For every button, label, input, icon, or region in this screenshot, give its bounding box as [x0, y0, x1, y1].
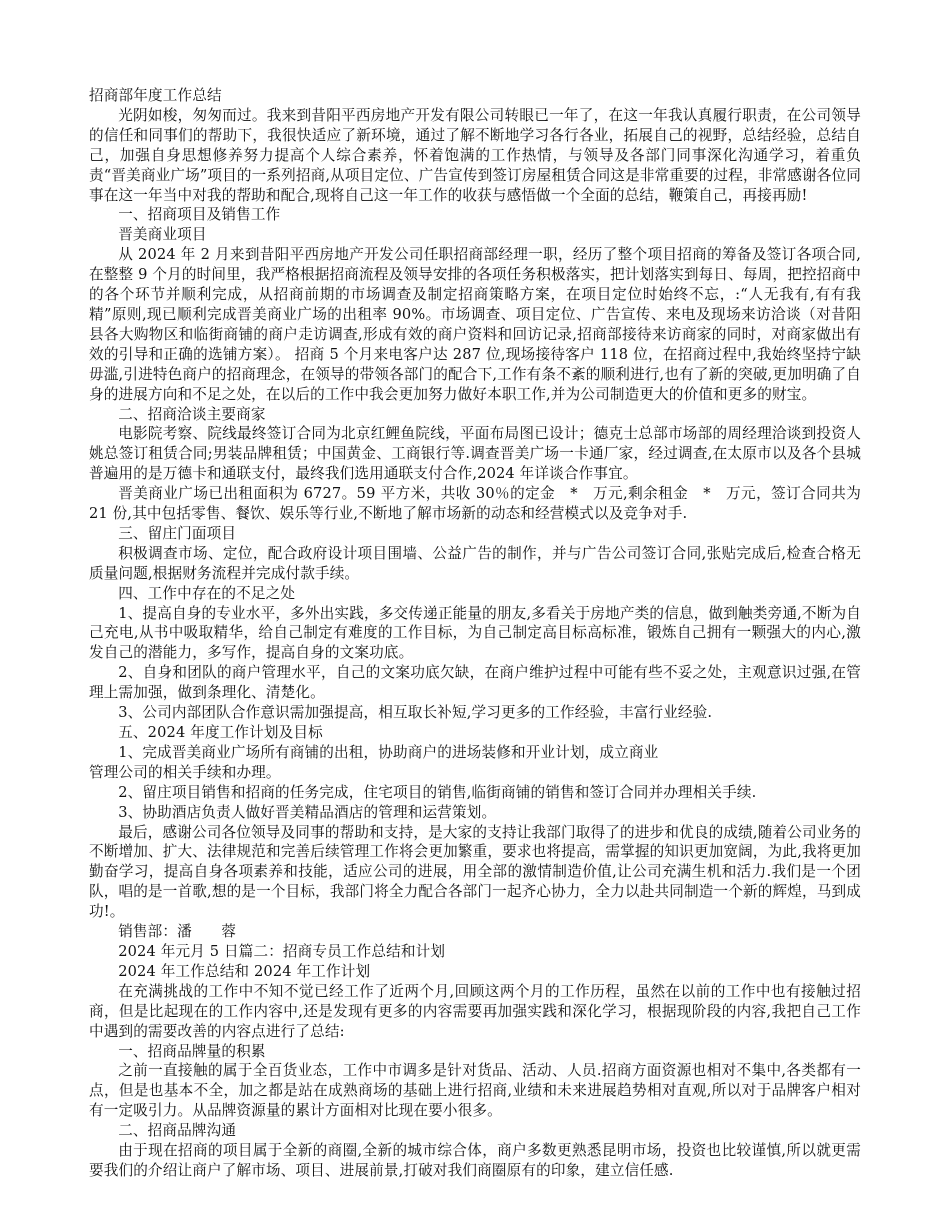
paragraph: 2、自身和团队的商户管理水平，自己的文案功底欠缺，在商户维护过程中可能有些不妥之处，主观意识过强,在管理上需加强，做到条理化、清楚化。: [89, 664, 861, 702]
section-heading: 五、2024 年度工作计划及目标: [118, 724, 323, 741]
paragraph: 晋美商业广场已出租面积为 6727。59 平方米，共收 30％的定金 * 万元,剩余租金 * 万元，签订合同共为 21 份,其中包括零售、餐饮、娱乐等行业,不断地了解市场新的动态和经营模式以及竞争对手.: [89, 485, 861, 523]
signature-line: 销售部：潘 蓉: [118, 923, 237, 941]
paragraph: 光阴如梭，匆匆而过。我来到昔阳平西房地产开发有限公司转眼已一年了，在这一年我认真履行职责，在公司领导的信任和同事们的帮助下，我很快适应了新环境，通过了解不断地学习各行各业，拓展自己的视野，总结经验，总结自己，加强自身思想修养努力提高个人综合素养，怀着饱满的工作热情，与领导及各部门同事深化沟通学习，着重负责“晋美商业广场”项目的一系列招商,从项目定位、广告宣传到签订房屋租赁合同这是非常重要的过程，非常感谢各位同事在这一年当中对我的帮助和配合,现将自己这一年工作的收获与感悟做一个全面的总结，鞭策自己，再接再励!: [89, 106, 861, 204]
paragraph: 3、协助酒店负责人做好晋美精品酒店的管理和运营策划。: [118, 803, 497, 821]
paragraph: 在充满挑战的工作中不知不觉已经工作了近两个月,回顾这两个月的工作历程，虽然在以前的工作中也有接触过招商，但是比起现在的工作内容中,还是发现有更多的内容需要再加强实践和深化学习，根据现阶段的内容,我把自己工作中遇到的需要改善的内容点进行了总结:: [89, 982, 861, 1040]
section-heading: 二、招商洽谈主要商家: [118, 405, 266, 423]
section-heading: 四、工作中存在的不足之处: [118, 584, 296, 602]
paragraph: 之前一直接触的属于全百货业态，工作中市调多是针对货品、活动、人员.招商方面资源也相对不集中,各类都有一点，但是也基本不全，加之都是站在成熟商场的基础上进行招商,业绩和未来进展趋势相对直观,所以对于品牌客户相对有一定吸引力。从品牌资源量的累计方面相对比现在要小很多。: [89, 1062, 861, 1120]
document-subtitle: 2024 年工作总结和 2024 年工作计划: [118, 962, 371, 980]
document-title: 招商部年度工作总结: [89, 87, 222, 104]
paragraph: 1、提高自身的专业水平，多外出实践，多交传递正能量的朋友,多看关于房地产类的信息，做到触类旁通,不断为自己充电,从书中吸取精华，给自己制定有难度的工作目标，为自己制定高目标高标准，锻炼自己拥有一颗强大的内心,激发自己的潜能力，多写作，提高自身的文案功底。: [89, 604, 861, 662]
paragraph: 从 2024 年 2 月来到昔阳平西房地产开发公司任职招商部经理一职，经历了整个项目招商的筹备及签订各项合同,在整整 9 个月的时间里，我严格根据招商流程及领导安排的各项任务积极落实，把计划落实到每日、每周，把控招商中的各个环节并顺利完成，从招商前期的市场调查及制定招商策略方案，在项目定位时始终不忘，:“人无我有,有有我精”原则,现已顺利完成晋美商业广场的出租率 90%。市场调查、项目定位、广告宣传、来电及现场来访洽谈（对昔阳县各大购物区和临街商铺的商户走访调查,形成有效的商户资料和回访记录,招商部接待来访商家的同时，对商家做出有效的引导和正确的选铺方案）。 招商 5 个月来电客户达 287 位,现场接待客户 118 位，在招商过程中,我始终坚持宁缺毋滥,引进特色商户的招商理念，在领导的带领各部门的配合下,工作有条不紊的顺利进行,也有了新的突破,更加明确了自身的进展方向和不足之处，在以后的工作中我会更加努力做好本职工作,并为公司制造更大的价值和更多的财宝。: [89, 246, 861, 403]
document-body: [89, 86, 861, 1181]
date-line: 2024 年元月 5 日篇二：招商专员工作总结和计划: [118, 942, 446, 960]
paragraph: 管理公司的相关手续和办理。: [89, 763, 281, 781]
section-heading: 一、招商项目及销售工作: [118, 206, 281, 224]
section-heading: 三、留庄门面项目: [118, 524, 237, 542]
paragraph: 3、公司内部团队合作意识需加强提高，相互取长补短,学习更多的工作经验，丰富行业经验.: [118, 704, 713, 722]
paragraph: 2、留庄项目销售和招商的任务完成，住宅项目的销售,临街商铺的销售和签订合同并办理相关手续.: [118, 783, 757, 801]
paragraph: 最后，感谢公司各位领导及同事的帮助和支持，是大家的支持让我部门取得了的进步和优良的成绩,随着公司业务的不断增加、扩大、法律规范和完善后续管理工作将会更加繁重，要求也将提高，需掌握的知识更加宽阔，为此,我将更加勤奋学习，提高自身各项素养和技能，适应公司的进展，用全部的激情制造价值,让公司充满生机和活力.我们是一个团队，唱的是一首歌,想的是一个目标，我部门将全力配合各部门一起齐心协力，全力以赴共同制造一个新的辉煌，马到成功!。: [89, 823, 861, 921]
paragraph: 积极调查市场、定位，配合政府设计项目围墙、公益广告的制作，并与广告公司签订合同,张贴完成后,检查合格无质量问题,根据财务流程并完成付款手续。: [89, 544, 861, 582]
section-heading: 二、招商品牌沟通: [118, 1122, 237, 1140]
subsection-heading: 晋美商业项目: [118, 226, 207, 244]
paragraph: 电影院考察、院线最终签订合同为北京红鲤鱼院线，平面布局图已设计；德克士总部市场部的周经理洽谈到投资人姚总签订租赁合同;男装品牌租赁；中国黄金、工商银行等.调查晋美广场一卡通厂家，经过调查,在太原市以及各个县城普遍用的是万德卡和通联支付，最终我们选用通联支付合作,2024 年详谈合作事宜。: [89, 425, 861, 483]
paragraph: 1、完成晋美商业广场所有商铺的出租，协助商户的进场装修和开业计划，成立商业: [118, 743, 659, 761]
section-heading: 一、招商品牌量的积累: [118, 1042, 266, 1060]
paragraph: 由于现在招商的项目属于全新的商圈,全新的城市综合体，商户多数更熟悉昆明市场，投资也比较谨慎,所以就更需要我们的介绍让商户了解市场、项目、进展前景,打破对我们商圈原有的印象，建立信任感.: [89, 1142, 861, 1179]
